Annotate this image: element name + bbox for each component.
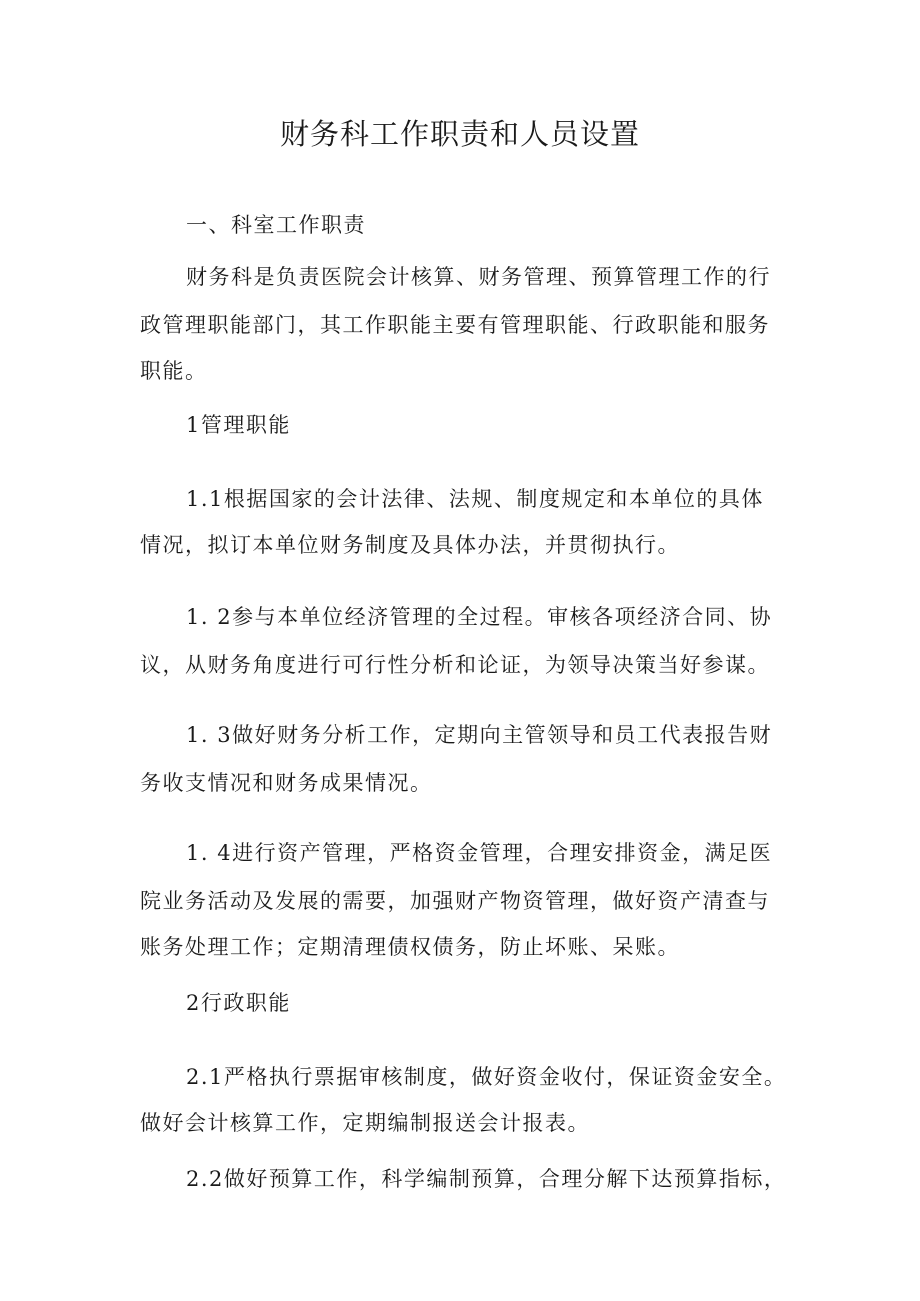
paragraph-line: 1. 3做好财务分析工作，定期向主管领导和员工代表报告财 [186, 723, 773, 747]
paragraph-line: 议，从财务角度进行可行性分析和论证，为领导决策当好参谋。 [140, 653, 770, 677]
document-title: 财务科工作职责和人员设置 [279, 117, 640, 151]
paragraph-line: 院业务活动及发展的需要，加强财产物资管理，做好资产清查与 [140, 889, 770, 913]
paragraph-line: 财务科是负责医院会计核算、财务管理、预算管理工作的行 [186, 265, 771, 289]
paragraph-line: 1.1根据国家的会计法律、法规、制度规定和本单位的具体 [186, 487, 764, 511]
paragraph-line: 2.1严格执行票据审核制度，做好资金收付，保证资金安全。 [186, 1065, 787, 1089]
subsection-heading: 1管理职能 [186, 413, 291, 437]
paragraph-line: 情况，拟订本单位财务制度及具体办法，并贯彻执行。 [140, 533, 680, 557]
paragraph-line: 账务处理工作；定期清理债权债务，防止坏账、呆账。 [140, 935, 680, 959]
paragraph-line: 1. 4进行资产管理，严格资金管理，合理安排资金，满足医 [186, 841, 773, 865]
paragraph-line: 1. 2参与本单位经济管理的全过程。审核各项经济合同、协 [186, 605, 773, 629]
paragraph-line: 政管理职能部门，其工作职能主要有管理职能、行政职能和服务 [140, 313, 770, 337]
section-heading: 一、科室工作职责 [186, 213, 366, 237]
subsection-heading: 2行政职能 [186, 991, 291, 1015]
paragraph-line: 2.2做好预算工作，科学编制预算，合理分解下达预算指标， [186, 1167, 787, 1191]
paragraph-line: 务收支情况和财务成果情况。 [140, 771, 433, 795]
paragraph-line: 职能。 [140, 359, 208, 383]
paragraph-line: 做好会计核算工作，定期编制报送会计报表。 [140, 1111, 590, 1135]
